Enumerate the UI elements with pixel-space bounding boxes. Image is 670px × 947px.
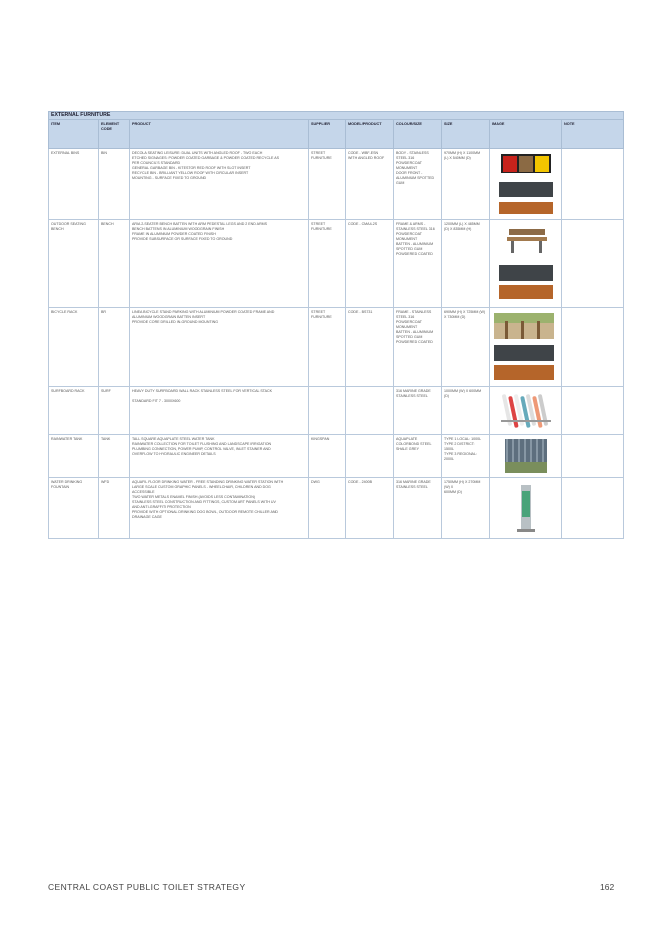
model-code-cell [346,308,394,387]
item-name: FOUNTAIN [51,485,70,489]
colour-finish-cell [394,149,442,220]
supplier: KINGSPAN [311,437,330,441]
column-header: NOTE [562,120,624,149]
model-code-cell [346,478,394,539]
product-image [491,311,561,383]
colour-finish-cell [394,435,442,478]
colour-finish-cell [394,478,442,539]
model-code: WITH ANGLED ROOF [348,156,385,160]
item-name-cell [49,478,99,539]
product-description: BENCH BATTENS IN ALUMINIUM WOODGRAIN FINISH [132,227,225,231]
item-name-cell [49,308,99,387]
model-code: CODE - CMA4-2S [348,222,378,226]
column-header: ELEMENT CODE [99,120,130,149]
size-dimensions: 970MM (H) X 1100MM [444,151,481,155]
product-description: PLUMBING CONNECTION, POWER PUMP, CONTROL VALVE, INLET STAINER AND [132,447,271,451]
item-name: RAINWATER TANK [51,437,83,441]
colour-finish: 316 MARINE GRADE [396,389,431,393]
product-description-cell [130,308,309,387]
external-furniture-schedule [48,111,623,539]
colour-finish-cell [394,387,442,435]
supplier: STREET [311,310,326,314]
supplier-cell [309,220,346,308]
supplier: FURNITURE [311,227,332,231]
colour-finish: POWDERCOAT [396,161,422,165]
product-image [491,223,561,303]
colour-finish: SPOTTED GUM [396,335,423,339]
supplier: STREET [311,222,326,226]
table-title: EXTERNAL FURNITURE [49,112,624,120]
element-code: TANK [101,437,111,441]
column-header: PRODUCT [130,120,309,149]
element-code: SURF [101,389,111,393]
product-description: FRAME IN ALUMINIUM POWDER COATED FINISH [132,232,216,236]
model-code-cell [346,149,394,220]
colour-finish: MONUMENT [396,237,418,241]
product-image-cell [490,149,562,220]
product-description: HEAVY DUTY SURFBOARD WALL RACK STAINLESS STEEL FOR VERTICAL STACK [132,389,273,393]
note-cell [562,149,624,220]
colour-finish: BATTEN - ALUMINIUM [396,242,434,246]
product-description: LARGE SCALE CUSTOM GRAPHIC PANELS - WHEELCHAIR, CHILDREN AND DOG [132,485,271,489]
size-dimensions: 690MM (H) X 725MM (W) [444,310,486,314]
furniture-table [48,111,624,539]
column-header: MODEL/PRODUCT [346,120,394,149]
product-description: DRAINAGE CAGE [132,515,162,519]
product-description-cell [130,435,309,478]
table-row [49,478,624,539]
table-row [49,435,624,478]
element-code-cell [99,220,130,308]
size-dimensions: (L) X 540MM (D) [444,156,471,160]
size-dimensions: 1200MM (L) X 485MM [444,222,480,226]
size-dimensions: 1000MM (W) X 600MM [444,389,482,393]
size-dimensions-cell [442,387,490,435]
colour-finish: AQUAPLATE [396,437,418,441]
product-description: PROVIDE WITH OPTIONAL DRINKING DOG BOWL, OUTDOOR REMOTE CHILLER AND [132,510,279,514]
product-description: PROVIDE CORE DRILLED IN-GROUND MOUNTING [132,320,219,324]
item-name: EXTERNAL BINS [51,151,80,155]
product-description: GENERAL GARBAGE BIN - KITESTOR RED ROOF WITH SLOT INSERT [132,166,251,170]
colour-finish: 316 MARINE GRADE [396,480,431,484]
model-code: CODE - 2400B [348,480,372,484]
colour-finish: POWDERED COATED [396,252,433,256]
product-image-cell [490,478,562,539]
size-dimensions: 1750MM (H) X 270MM (W) X [444,480,481,489]
item-name: BENCH [51,227,64,231]
product-description: STAINLESS STEEL CONSTRUCTION AND FITTINGS, CUSTOM ART PANELS WITH UV [132,500,276,504]
product-image [491,481,561,535]
column-header: SIZE [442,120,490,149]
column-header: IMAGE [490,120,562,149]
page-number: 162 [600,882,615,892]
colour-finish: POWDERED COATED [396,340,433,344]
product-description: TWO WATER METALS ENAMEL FINISH (AVOIDS LESS CONTAMINATION) [132,495,255,499]
product-description-cell [130,478,309,539]
colour-finish: MONUMENT [396,325,418,329]
product-description: TALL SQUARE AQUAPLATE STEEL WATER TANK [132,437,215,441]
item-name: SURFBOARD RACK [51,389,85,393]
table-row [49,220,624,308]
note-cell [562,220,624,308]
product-description-cell [130,387,309,435]
supplier: FURNITURE [311,315,332,319]
product-description: RAINWATER COLLECTION FOR TOILET FLUSHING AND LANDSCAPE IRRIGATION [132,442,272,446]
colour-finish: STEEL 316 [396,156,415,160]
element-code-cell [99,435,130,478]
product-image-cell [490,220,562,308]
table-row [49,387,624,435]
size-dimensions-cell [442,435,490,478]
product-image-cell [490,387,562,435]
size-dimensions: (D) [444,394,449,398]
supplier-cell [309,387,346,435]
colour-finish: STAINLESS STEEL [396,394,428,398]
size-dimensions: TYPE 1 LOCAL: 1000L [444,437,482,441]
note-cell [562,435,624,478]
size-dimensions-cell [442,149,490,220]
item-name-cell [49,220,99,308]
product-description: OVERFLOW TO HYDRAULIC ENGINEER DETAILS [132,452,216,456]
item-name-cell [49,435,99,478]
colour-finish: DOOR FRONT - [396,171,423,175]
product-description: RECYCLE BIN - BRILLIANT YELLOW ROOF WITH CIRCULAR INSERT [132,171,249,175]
item-name-cell [49,387,99,435]
note-cell [562,308,624,387]
colour-finish: BATTEN - ALUMINIUM [396,330,434,334]
column-header: SUPPLIER [309,120,346,149]
product-description: DECOLA SEATING LEISURE: DUAL UNITS WITH ANGLED ROOF - TWO EACH [132,151,263,155]
colour-finish: STAINLESS STEEL [396,485,428,489]
product-image-cell [490,435,562,478]
product-description: ALUMINIUM WOODGRAIN BATTEN INSERT [132,315,206,319]
note-cell [562,387,624,435]
colour-finish: STEEL 316 [396,315,415,319]
colour-finish: ALUMINIUM SPOTTED [396,176,435,180]
element-code-cell [99,478,130,539]
supplier-cell [309,308,346,387]
colour-finish: POWDERCOAT [396,232,422,236]
element-code: BENCH [101,222,114,226]
product-description: STANDARD FIT 7 - 3000X600 [132,399,181,403]
product-description: LINEA BICYCLE STAND PARKING WITH ALUMINIUM POWDER COATED FRAME AND [132,310,275,314]
supplier-cell [309,478,346,539]
note-cell [562,478,624,539]
colour-finish: MONUMENT [396,166,418,170]
colour-finish: FRAME & ARMS - [396,222,426,226]
element-code: BR [101,310,106,314]
size-dimensions-cell [442,478,490,539]
product-description: ACCESSIBLE [132,490,155,494]
table-row [49,308,624,387]
element-code-cell [99,149,130,220]
product-description-cell [130,149,309,220]
supplier: DWG [311,480,320,484]
size-dimensions: 2000L [444,457,454,461]
column-header: ITEM [49,120,99,149]
product-image-cell [490,308,562,387]
element-code-cell [99,308,130,387]
colour-finish: SPOTTED GUM [396,247,423,251]
item-name-cell [49,149,99,220]
product-description: MOUNTING - SURFACE FIXED TO GROUND [132,176,207,180]
column-header: COLOUR/SIZE [394,120,442,149]
model-code: CODE - WBF-ESN [348,151,379,155]
size-dimensions: 1500L [444,447,454,451]
product-description: ETCHED SIGNAGES: POWDER COATED GARBAGE & POWDER COATED RECYCLE AS [132,156,280,160]
element-code: BIN [101,151,107,155]
supplier-cell [309,435,346,478]
colour-finish: BODY - STAINLESS [396,151,429,155]
model-code-cell [346,220,394,308]
product-description: AND ANTI-GRAFFITI PROTECTION [132,505,191,509]
model-code-cell [346,435,394,478]
size-dimensions: X 730MM (D) [444,315,466,319]
model-code: CODE - BS731 [348,310,373,314]
item-name: OUTDOOR SEATING [51,222,86,226]
size-dimensions-cell [442,220,490,308]
element-code: WFD [101,480,110,484]
supplier: STREET [311,151,326,155]
product-description: PER COUNCIL'S STANDARD [132,161,181,165]
size-dimensions: 600MM (D) [444,490,462,494]
colour-finish: STAINLESS STEEL 316 [396,227,435,231]
model-code-cell [346,387,394,435]
product-image [491,438,561,474]
product-description: AQUAFIL FLOOR DRINKING WATER - FREE STANDING DRINKING WATER STATION WITH [132,480,284,484]
colour-finish: GUM [396,181,405,185]
size-dimensions: (D) X 835MM (H) [444,227,472,231]
colour-finish: COLORBOND STEEL [396,442,432,446]
size-dimensions-cell [442,308,490,387]
supplier-cell [309,149,346,220]
colour-finish: POWDERCOAT [396,320,422,324]
size-dimensions: TYPE 3 REGIONAL: [444,452,477,456]
product-image [491,390,561,430]
product-description: ARIA 2-SEATER BENCH BATTEN WITH ARM PEDESTAL LEGS AND 2 END ARMS [132,222,268,226]
table-row [49,149,624,220]
supplier: FURNITURE [311,156,332,160]
product-description: PROVIDE SUBSURFACE OR SURFACE FIXED TO GROUND [132,237,233,241]
item-name: BICYCLE RACK [51,310,78,314]
element-code-cell [99,387,130,435]
colour-finish-cell [394,220,442,308]
colour-finish: FRAME - STAINLESS [396,310,432,314]
document-title-footer: CENTRAL COAST PUBLIC TOILET STRATEGY [48,882,246,892]
product-description-cell [130,220,309,308]
product-image [491,152,561,216]
colour-finish-cell [394,308,442,387]
colour-finish: SHALE GREY [396,447,419,451]
size-dimensions: TYPE 2 DISTRICT: [444,442,475,446]
item-name: WATER DRINKING [51,480,83,484]
